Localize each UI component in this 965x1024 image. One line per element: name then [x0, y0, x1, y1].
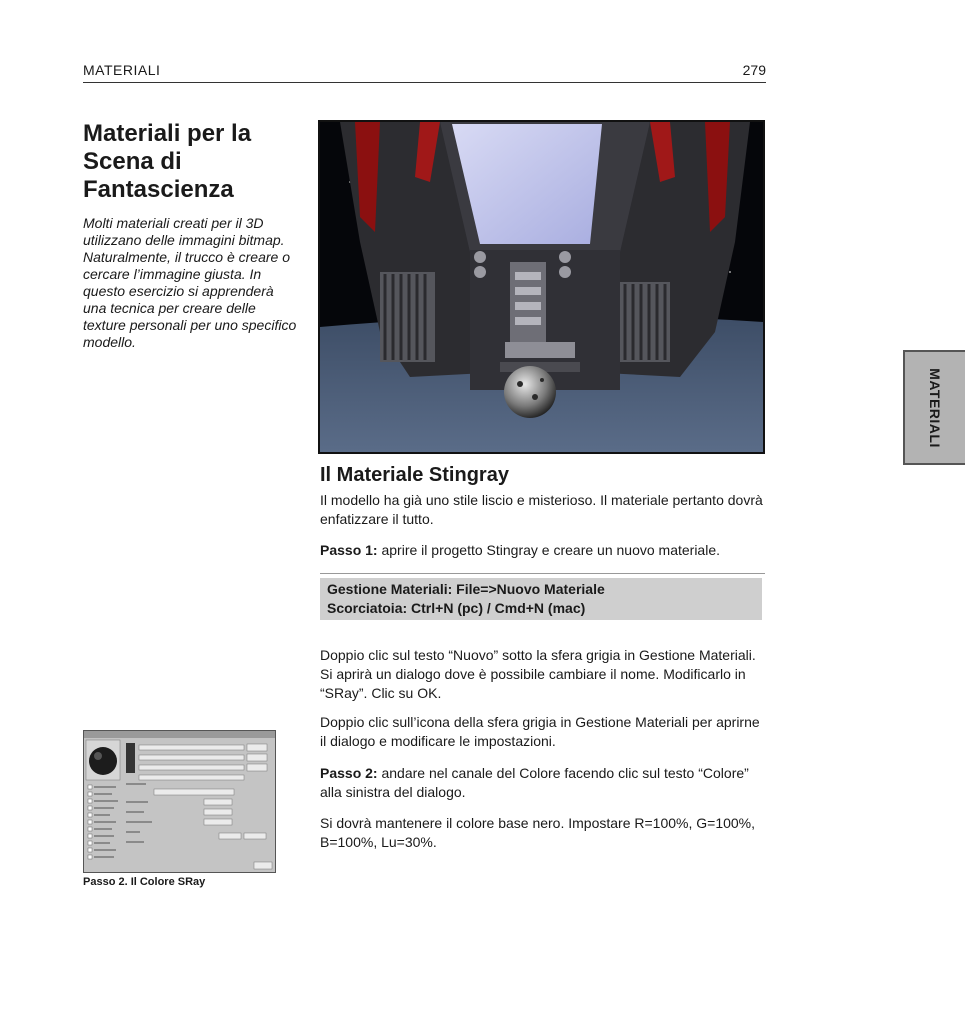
intro-text: Molti materiali creati per il 3D utilizzano delle immagini bitmap. Naturalmente, il trucco è creare o cercare l’immagine giusta. In questo esercizio si apprenderà una tecnica per creare delle texture personali per uno specifico modello.: [83, 215, 297, 350]
material-dialog-screenshot: [83, 730, 276, 873]
step-label: Passo 1:: [320, 542, 378, 558]
paragraph: Doppio clic sull’icona della sfera grigia in Gestione Materiali per aprirne il dialogo e modificare le impostazioni.: [320, 714, 760, 749]
keyboard-shortcut: Scorciatoia: Ctrl+N (pc) / Cmd+N (mac): [327, 600, 586, 616]
step-text: andare nel canale del Colore facendo clic sul testo “Colore” alla sinistra del dialogo.: [320, 765, 749, 800]
running-head: MATERIALI: [83, 62, 161, 78]
spaceship-render-image: [318, 120, 765, 454]
section-tab: [903, 350, 965, 465]
page-header: [83, 60, 766, 83]
paragraph: Il modello ha già uno stile liscio e misterioso. Il materiale pertanto dovrà enfatizzare il tutto.: [320, 492, 763, 527]
step-1-paragraph: [320, 541, 765, 560]
menu-path: Gestione Materiali: File=>Nuovo Materiale: [327, 581, 605, 597]
figure-caption: Passo 2. Il Colore SRay: [83, 876, 206, 888]
paragraph: Doppio clic sul testo “Nuovo” sotto la sfera grigia in Gestione Materiali. Si aprirà un dialogo dove è possibile cambiare il nome. Modificarlo in “SRay”. Clic su OK.: [320, 647, 756, 701]
paragraph: Si dovrà mantenere il colore base nero. Impostare R=100%, G=100%, B=100%, Lu=30%.: [320, 815, 756, 850]
section-heading: Il Materiale Stingray: [320, 464, 509, 486]
step-2-paragraph: [320, 764, 765, 802]
section-tab-label: MATERIALI: [927, 367, 943, 448]
page-number: 279: [742, 62, 766, 78]
step-text: aprire il progetto Stingray e creare un nuovo materiale.: [377, 542, 720, 558]
step-label: Passo 2:: [320, 765, 378, 781]
shortcut-box: [320, 573, 765, 620]
page-title: Materiali per la Scena di Fantascienza: [83, 120, 252, 203]
